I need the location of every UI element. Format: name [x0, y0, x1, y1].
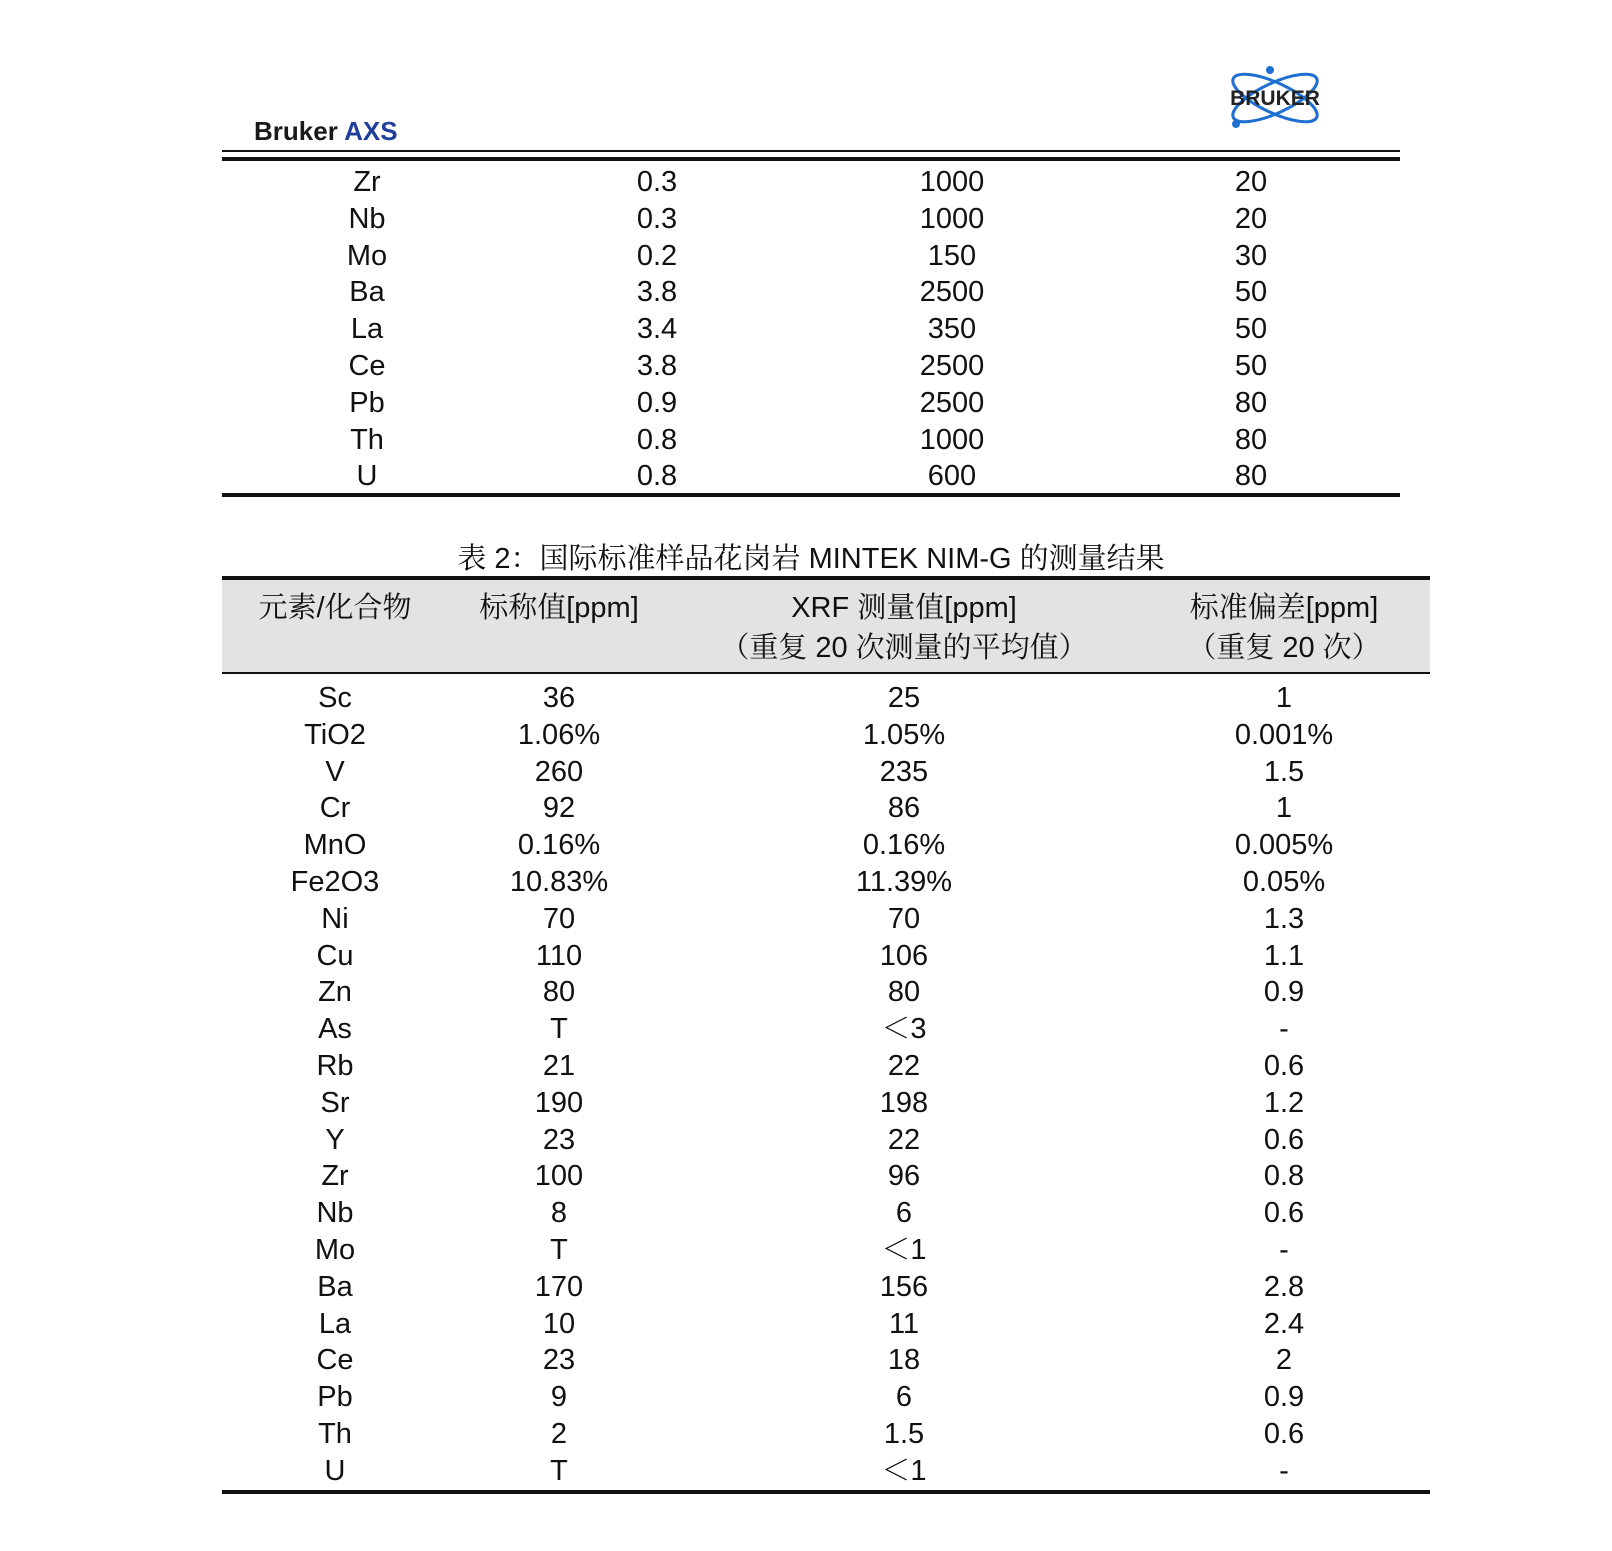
element-cell: Nb: [348, 202, 386, 235]
element-cell: Nb: [316, 1197, 354, 1230]
element-cell: U: [356, 460, 378, 493]
table-row: [222, 790, 1430, 827]
value-cell-c: 0.6: [1263, 1417, 1305, 1450]
table-row: [222, 1232, 1430, 1269]
header-xrf-value: XRF 测量值[ppm] （重复 20 次测量的平均值）: [720, 592, 1088, 664]
value-cell-c: 80: [1234, 386, 1268, 419]
value-cell-b: 600: [927, 460, 977, 493]
value-cell-a: 1.06%: [517, 718, 601, 751]
value-cell-b: 350: [927, 313, 977, 346]
table-row: [222, 974, 1430, 1011]
element-cell: Zr: [321, 1160, 349, 1193]
element-cell: Ni: [321, 902, 349, 935]
table2: [222, 576, 1430, 1494]
value-cell-b: 156: [879, 1270, 929, 1303]
value-cell-c: 1.5: [1263, 755, 1305, 788]
value-cell-c: 1.1: [1263, 939, 1305, 972]
value-cell-a: 100: [534, 1160, 584, 1193]
table-row: [222, 311, 1400, 348]
value-cell-c: 0.9: [1263, 1381, 1305, 1414]
value-cell-a: 10.83%: [509, 865, 609, 898]
element-cell: Rb: [316, 1049, 354, 1082]
value-cell-c: 2: [1275, 1344, 1293, 1377]
value-cell-b: 0.16%: [862, 829, 946, 862]
value-cell-a: 110: [535, 939, 583, 972]
value-cell-b: 1.5: [883, 1417, 925, 1450]
value-cell-b: 2500: [919, 276, 985, 309]
value-cell-b: 80: [887, 976, 921, 1009]
table-row: [222, 348, 1400, 385]
value-cell-b: 235: [879, 755, 929, 788]
table-row: [222, 1011, 1430, 1048]
element-cell: V: [325, 755, 345, 788]
logo-text: BRUKER: [1230, 87, 1320, 110]
header-element: 元素/化合物: [258, 592, 412, 624]
value-cell-c: 80: [1234, 423, 1268, 456]
value-cell-c: 1.2: [1263, 1086, 1305, 1119]
table-row: [222, 1195, 1430, 1232]
element-cell: La: [350, 313, 384, 346]
element-cell: Ce: [316, 1344, 354, 1377]
header-nominal: 标称值[ppm]: [479, 592, 639, 624]
element-cell: Ba: [349, 276, 385, 309]
value-cell-b: 150: [927, 239, 977, 272]
brand-prefix: Bruker: [254, 116, 338, 146]
table1-bottom-rule: [222, 493, 1400, 497]
value-cell-c: 50: [1234, 276, 1268, 309]
table-row: [222, 164, 1400, 201]
value-cell-c: 30: [1234, 239, 1268, 272]
element-cell: Pb: [317, 1381, 353, 1414]
value-cell-c: 0.6: [1263, 1049, 1305, 1082]
value-cell-b: 6: [895, 1197, 913, 1230]
value-cell-a: 170: [534, 1270, 584, 1303]
element-cell: Zn: [318, 976, 352, 1009]
table-row: [222, 458, 1400, 495]
value-cell-a: T: [550, 1454, 568, 1487]
value-cell-a: 23: [542, 1123, 576, 1156]
value-cell-a: T: [550, 1233, 568, 1266]
value-cell-c: 2.4: [1263, 1307, 1305, 1340]
element-cell: Mo: [346, 239, 388, 272]
bruker-logo: [1210, 62, 1340, 134]
value-cell-c: 20: [1234, 166, 1268, 198]
element-cell: Cr: [319, 792, 351, 825]
value-cell-b: 22: [887, 1049, 921, 1082]
value-cell-c: 0.9: [1263, 976, 1305, 1009]
value-cell-c: -: [1279, 1454, 1289, 1487]
value-cell-c: -: [1279, 1233, 1289, 1266]
value-cell-a: 2: [550, 1417, 568, 1450]
value-cell-b: 25: [887, 682, 921, 714]
value-cell-c: 80: [1234, 460, 1268, 493]
value-cell-a: 3.8: [636, 349, 678, 382]
value-cell-a: 260: [534, 755, 584, 788]
value-cell-b: 1000: [919, 202, 985, 235]
value-cell-b: 18: [887, 1344, 921, 1377]
value-cell-a: 0.16%: [517, 829, 601, 862]
element-cell: Fe2O3: [290, 865, 380, 898]
value-cell-a: 21: [542, 1049, 576, 1082]
value-cell-b: ＜1: [881, 1454, 927, 1487]
value-cell-b: 1000: [919, 423, 985, 456]
value-cell-b: 11.39%: [855, 865, 953, 898]
value-cell-a: 3.8: [636, 276, 678, 309]
table-row: [222, 1342, 1430, 1379]
table-row: [222, 385, 1400, 422]
element-cell: Ce: [348, 349, 386, 382]
element-cell: Th: [350, 423, 384, 456]
value-cell-b: 2500: [919, 349, 985, 382]
value-cell-b: 6: [895, 1381, 913, 1414]
value-cell-c: 50: [1234, 349, 1268, 382]
table1-continued: [222, 164, 1400, 495]
value-cell-c: 1: [1275, 682, 1293, 714]
value-cell-a: 0.2: [636, 239, 678, 272]
table-row: [222, 1048, 1430, 1085]
value-cell-c: 0.6: [1263, 1197, 1305, 1230]
value-cell-b: ＜3: [881, 1013, 927, 1046]
table-row: [222, 1306, 1430, 1343]
table-row: [222, 1379, 1430, 1416]
value-cell-b: 86: [887, 792, 921, 825]
value-cell-c: 1: [1275, 792, 1293, 825]
element-cell: TiO2: [304, 718, 366, 751]
table2-caption: 表 2：国际标准样品花岗岩 MINTEK NIM-G 的测量结果: [457, 543, 1165, 575]
table-row: [222, 827, 1430, 864]
element-cell: Th: [318, 1417, 352, 1450]
value-cell-c: 1.3: [1263, 902, 1305, 935]
table-row: [222, 1269, 1430, 1306]
value-cell-a: 10: [542, 1307, 576, 1340]
value-cell-b: 106: [879, 939, 929, 972]
table-row: [222, 673, 1430, 717]
table-row: [222, 1122, 1430, 1159]
value-cell-a: 8: [550, 1197, 568, 1230]
table-row: [222, 901, 1430, 938]
table-row: [222, 1453, 1430, 1492]
table-row: [222, 1416, 1430, 1453]
element-cell: Pb: [349, 386, 385, 419]
header-std-dev: 标准偏差[ppm] （重复 20 次）: [1187, 592, 1381, 664]
table-row: [222, 938, 1430, 975]
element-cell: Ba: [317, 1270, 353, 1303]
element-cell: La: [318, 1307, 352, 1340]
value-cell-c: 0.005%: [1234, 829, 1334, 862]
value-cell-b: 198: [879, 1086, 929, 1119]
value-cell-c: 0.8: [1263, 1160, 1305, 1193]
value-cell-b: 96: [887, 1160, 921, 1193]
value-cell-b: ＜1: [881, 1233, 927, 1266]
value-cell-a: 9: [550, 1381, 568, 1414]
element-cell: MnO: [303, 829, 367, 862]
value-cell-a: 0.8: [636, 423, 678, 456]
value-cell-c: 0.6: [1263, 1123, 1305, 1156]
element-cell: U: [324, 1454, 346, 1487]
table-row: [222, 717, 1430, 754]
value-cell-b: 70: [887, 902, 921, 935]
table-row: [222, 1085, 1430, 1122]
value-cell-b: 1000: [919, 166, 985, 198]
header-rule-thick: [222, 157, 1400, 161]
value-cell-c: -: [1279, 1013, 1289, 1046]
table-row: [222, 754, 1430, 791]
brand-title: [254, 116, 398, 147]
value-cell-a: 190: [534, 1086, 584, 1119]
value-cell-a: 0.3: [636, 202, 678, 235]
value-cell-c: 2.8: [1263, 1270, 1305, 1303]
value-cell-b: 11: [888, 1307, 920, 1340]
value-cell-a: T: [550, 1013, 568, 1046]
table-row: [222, 1158, 1430, 1195]
table-row: [222, 274, 1400, 311]
element-cell: Sc: [318, 682, 352, 714]
element-cell: Zr: [353, 166, 381, 198]
value-cell-a: 23: [542, 1344, 576, 1377]
value-cell-a: 3.4: [636, 313, 678, 346]
table-row: [222, 422, 1400, 459]
element-cell: Cu: [316, 939, 354, 972]
value-cell-a: 70: [542, 902, 576, 935]
value-cell-a: 0.3: [636, 166, 678, 198]
table-row: [222, 864, 1430, 901]
element-cell: Mo: [314, 1233, 356, 1266]
element-cell: Sr: [320, 1086, 350, 1119]
value-cell-a: 36: [542, 682, 576, 714]
value-cell-c: 0.05%: [1242, 865, 1326, 898]
table2-header: [222, 578, 1430, 673]
table-row: [222, 201, 1400, 238]
value-cell-b: 2500: [919, 386, 985, 419]
element-cell: As: [318, 1013, 352, 1046]
value-cell-c: 50: [1234, 313, 1268, 346]
value-cell-a: 80: [542, 976, 576, 1009]
value-cell-b: 1.05%: [862, 718, 946, 751]
value-cell-b: 22: [887, 1123, 921, 1156]
value-cell-a: 92: [542, 792, 576, 825]
value-cell-a: 0.8: [636, 460, 678, 493]
header-rule-thin: [222, 150, 1400, 152]
element-cell: Y: [325, 1123, 345, 1156]
value-cell-c: 0.001%: [1234, 718, 1334, 751]
value-cell-a: 0.9: [636, 386, 678, 419]
value-cell-c: 20: [1234, 202, 1268, 235]
brand-suffix: AXS: [344, 116, 398, 146]
table-row: [222, 238, 1400, 275]
